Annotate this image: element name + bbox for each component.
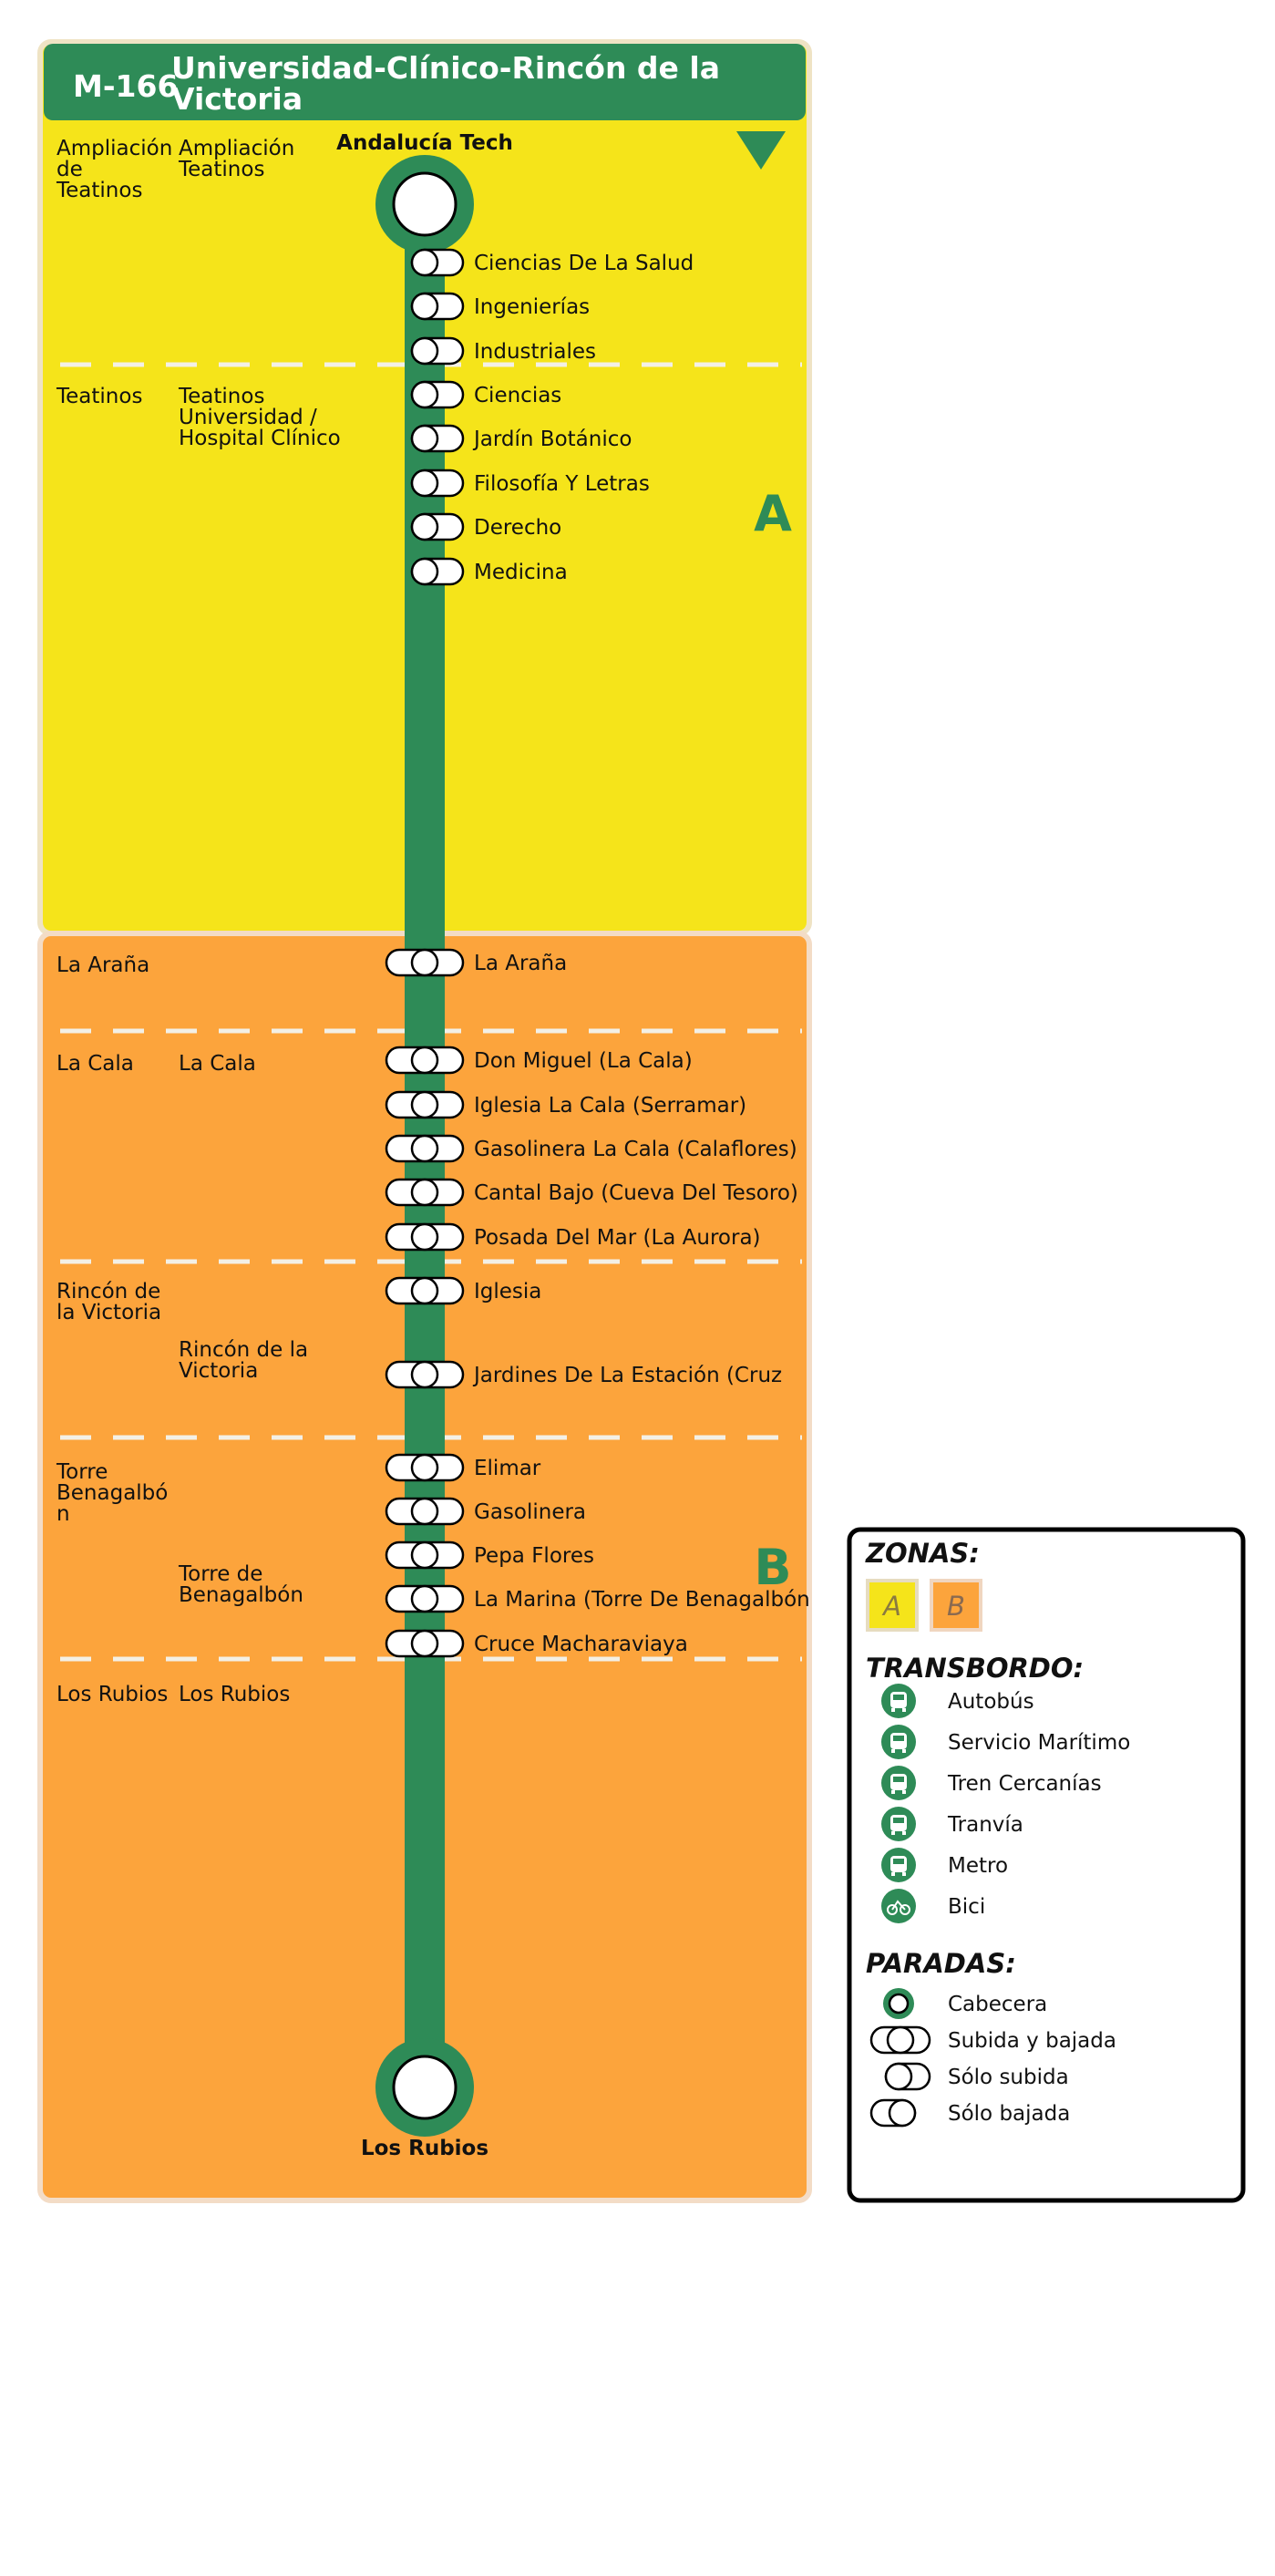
stop-name: Ciencias De La Salud [474,252,694,275]
stop-name: Medicina [474,561,568,584]
legend [849,1530,1243,2200]
route-code: M-166 [73,68,179,104]
municipality-label: La Cala [57,1052,134,1076]
legend-zone-a-label: A [883,1591,901,1622]
municipality-label: Teatinos [57,179,143,202]
stop [412,382,561,407]
legend-zone-b-label: B [947,1591,965,1622]
tram-icon [881,1807,916,1841]
stop-name: Filosofía Y Letras [474,472,650,496]
terminal-icon [883,1988,914,2019]
locality-label: Rincón de la [179,1338,309,1362]
legend-transfer-label: Metro [948,1854,1009,1878]
stop-name: Cruce Macharaviaya [474,1633,688,1656]
locality-label: Torre de [179,1562,263,1586]
train-icon [881,1766,916,1800]
bus-icon [881,1684,916,1718]
board-only-icon [886,2064,930,2089]
legend-stop-type-label: Subida y bajada [948,2029,1116,2053]
legend-stops-title: PARADAS: [866,1948,1016,1979]
locality-label: La Cala [179,1052,256,1076]
metro-icon [881,1848,916,1882]
zone-b-label: B [754,1539,792,1596]
stop [386,950,567,975]
stop [412,514,561,540]
stop-name: Iglesia [474,1280,542,1303]
locality-label: Benagalbón [179,1583,303,1607]
legend-transfer-title: TRANSBORDO: [866,1653,1085,1684]
end-terminal [375,2038,474,2137]
route-name-line-2: Victoria [171,81,303,117]
legend-transfer-label: Servicio Marítimo [948,1731,1131,1755]
alight-only-icon [871,2100,915,2126]
legend-transfer-label: Bici [948,1895,986,1919]
stop-name: Gasolinera La Cala (Calaflores) [474,1138,797,1161]
legend-stop-type-label: Sólo bajada [948,2102,1071,2126]
legend-zones-title: ZONAS: [866,1538,980,1569]
stop [386,1586,810,1612]
stop-name: La Araña [474,952,568,975]
board-and-alight-icon [871,2027,930,2053]
stop-name: Iglesia La Cala (Serramar) [474,1094,747,1118]
stop [386,1047,693,1073]
municipality-label: Ampliación [57,137,173,160]
locality-label: Ampliación [179,137,295,160]
stop-name: La Marina (Torre De Benagalbón [474,1588,810,1612]
municipality-label: la Victoria [57,1301,162,1324]
stop-name: Pepa Flores [474,1544,594,1568]
municipality-label: Los Rubios [57,1683,169,1706]
legend-stop-type-label: Sólo subida [948,2066,1069,2089]
stop-name: Cantal Bajo (Cueva Del Tesoro) [474,1181,798,1205]
stop-name: Jardines De La Estación (Cruz [474,1364,783,1387]
locality-label: Universidad / [179,406,317,429]
stop-name: Ciencias [474,384,562,407]
stop-name: Don Miguel (La Cala) [474,1049,693,1073]
municipality-label: Teatinos [57,385,143,408]
stop [386,1180,798,1205]
stop [386,1542,594,1568]
stop [412,559,568,584]
municipality-label: de [57,158,83,181]
stop [412,250,694,275]
municipality-label: n [57,1502,70,1526]
zone-a-label: A [754,485,792,542]
legend-transfer-label: Tranvía [948,1813,1023,1837]
area-label-group [57,953,149,977]
stop-name: Elimar [474,1457,541,1480]
locality-label: Teatinos [179,158,265,181]
legend-transfer-label: Autobús [948,1690,1034,1714]
stop [412,470,650,496]
stop [412,294,590,319]
locality-label: Teatinos [179,385,265,408]
route-name-line-1: Universidad-Clínico-Rincón de la [171,50,721,86]
municipality-label: Benagalbó [57,1481,169,1505]
stop-name: Derecho [474,516,562,540]
locality-label: Victoria [179,1359,259,1383]
stop [386,1362,782,1387]
start-terminal-label: Andalucía Tech [336,131,513,155]
start-terminal [375,155,474,253]
stop-name: Gasolinera [474,1500,587,1524]
stop [386,1092,746,1118]
stop [386,1136,797,1161]
locality-label: Hospital Clínico [179,427,341,450]
municipality-label: La Araña [57,953,150,977]
stop-name: Posada Del Mar (La Aurora) [474,1226,761,1250]
municipality-label: Torre [57,1460,108,1484]
stop-name: Industriales [474,340,597,364]
stop-name: Ingenierías [474,295,591,319]
stop [386,1499,586,1524]
stop [386,1631,688,1656]
municipality-label: Rincón de [57,1280,161,1303]
ferry-icon [881,1725,916,1759]
stop [412,338,596,364]
locality-label: Los Rubios [179,1683,291,1706]
stop-name: Jardín Botánico [474,428,632,451]
legend-transfer-label: Tren Cercanías [948,1772,1102,1796]
legend-stop-type-label: Cabecera [948,1993,1048,2016]
end-terminal-label: Los Rubios [360,2137,489,2160]
stop [412,426,632,451]
bike-icon [881,1889,916,1923]
stop [386,1224,761,1250]
